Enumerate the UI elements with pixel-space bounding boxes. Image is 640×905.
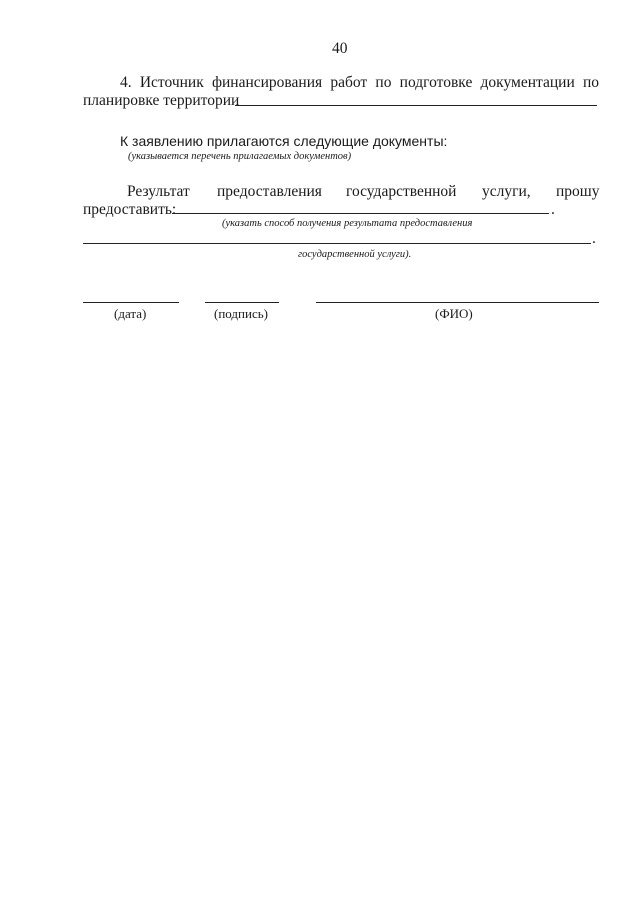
attachments-hint: (указывается перечень прилагаемых документов) <box>128 151 352 162</box>
provide-label: предоставить: <box>83 201 177 218</box>
result-method-hint: (указать способ получения результата предоставления <box>222 218 473 229</box>
date-label: (дата) <box>114 306 147 321</box>
attachments-heading: К заявлению прилагаются следующие документы: <box>120 133 448 149</box>
date-field[interactable] <box>83 302 179 303</box>
result-method-hint-continued: государственной услуги). <box>298 249 412 260</box>
result-word-3: государственной <box>346 183 457 200</box>
signature-label: (подпись) <box>214 306 268 321</box>
page-number: 40 <box>332 40 348 57</box>
result-period-2: . <box>592 230 596 247</box>
result-word-1: Результат <box>127 183 190 200</box>
funding-source-line1: 4. Источник финансирования работ по подготовке документации по <box>120 74 599 91</box>
funding-source-label: планировке территории <box>83 92 240 109</box>
result-word-5: прошу <box>556 183 600 200</box>
result-method-field[interactable] <box>172 213 549 214</box>
result-word-4: услуги, <box>482 183 531 200</box>
fio-label: (ФИО) <box>435 306 473 321</box>
fio-field[interactable] <box>316 302 599 303</box>
funding-source-field[interactable] <box>235 105 597 106</box>
result-method-field-continued[interactable] <box>83 243 591 244</box>
result-word-2: предоставления <box>217 183 322 200</box>
signature-field[interactable] <box>205 302 279 303</box>
result-period-1: . <box>551 201 555 218</box>
